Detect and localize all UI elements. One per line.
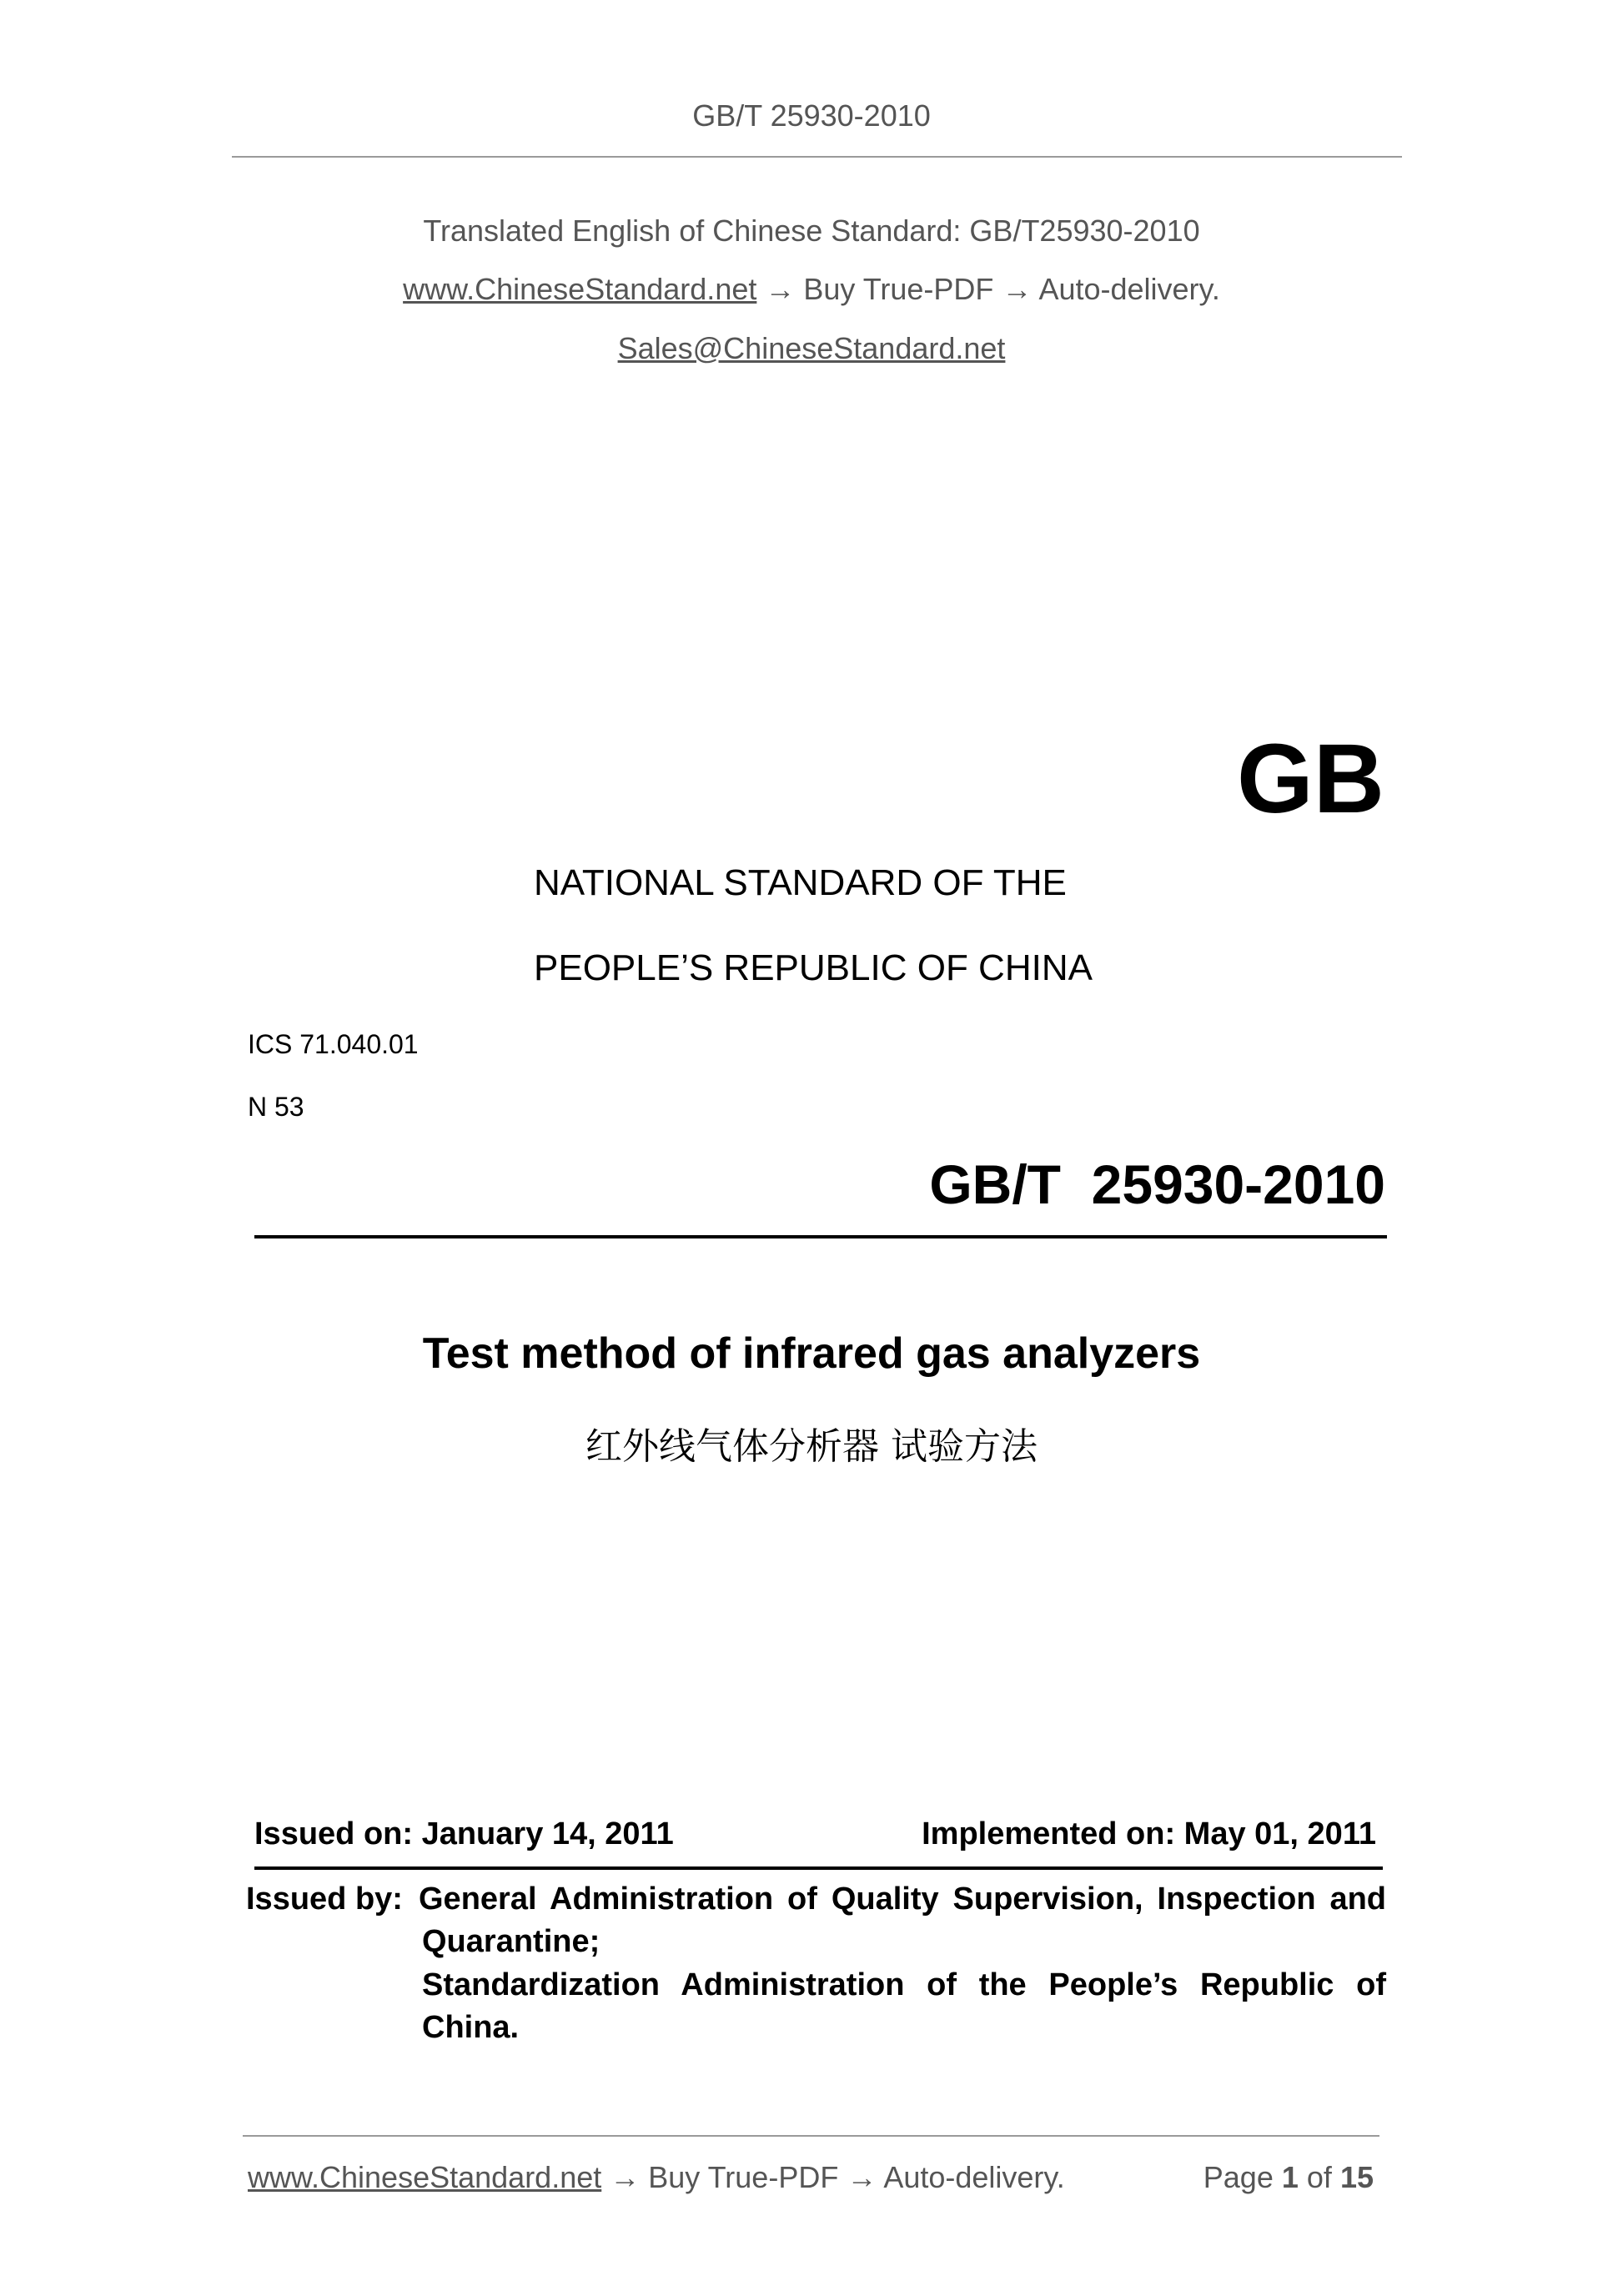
footer-purchase-text: → Buy True-PDF → Auto-delivery. (601, 2160, 1065, 2194)
page-number (1203, 2160, 1374, 2195)
issuer-line-4: China. (422, 2010, 520, 2045)
issued-on-date: Issued on: January 14, 2011 (254, 1816, 674, 1851)
gb-mark: GB (1237, 724, 1384, 834)
site-link[interactable]: www.ChineseStandard.net (403, 272, 757, 306)
standard-number: GB/T 25930-2010 (929, 1153, 1385, 1215)
page-total: 15 (1339, 2160, 1374, 2194)
page-of: of (1306, 2160, 1332, 2194)
classification-code: N 53 (248, 1092, 304, 1122)
issuer-line-1: General Administration of Quality Supervision, Inspection and (419, 1882, 1386, 1917)
running-header-title: GB/T 25930-2010 (692, 98, 931, 133)
page-label: Page (1203, 2160, 1274, 2194)
standard-number-rule (254, 1235, 1387, 1238)
document-title-english: Test method of infrared gas analyzers (422, 1329, 1201, 1378)
email-link[interactable]: Sales@ChineseStandard.net (617, 331, 1006, 365)
national-standard-line-1: NATIONAL STANDARD OF THE (534, 862, 1067, 903)
footer-purchase-line (248, 2160, 1065, 2195)
issued-by-label: Issued by: (246, 1882, 403, 1917)
issuer-line-2: Quarantine; (422, 1924, 600, 1959)
issuer-line-3: Standardization Administration of the People’s Republic of (422, 1967, 1386, 2002)
header-divider (232, 156, 1402, 158)
issue-dates-rule (254, 1866, 1383, 1870)
email-line (0, 331, 1623, 366)
page-current: 1 (1281, 2160, 1299, 2194)
footer-site-link[interactable]: www.ChineseStandard.net (248, 2160, 602, 2194)
footer-divider (243, 2135, 1379, 2137)
national-standard-line-2: PEOPLE’S REPUBLIC OF CHINA (534, 947, 1093, 988)
document-title-chinese: 红外线气体分析器 试验方法 (585, 1425, 1038, 1468)
purchase-line (0, 272, 1623, 307)
ics-code: ICS 71.040.01 (248, 1029, 419, 1059)
purchase-text: → Buy True-PDF → Auto-delivery. (756, 272, 1220, 306)
translation-notice: Translated English of Chinese Standard: GB/T25930-2010 (423, 214, 1200, 248)
implemented-on-date: Implemented on: May 01, 2011 (922, 1816, 1376, 1851)
